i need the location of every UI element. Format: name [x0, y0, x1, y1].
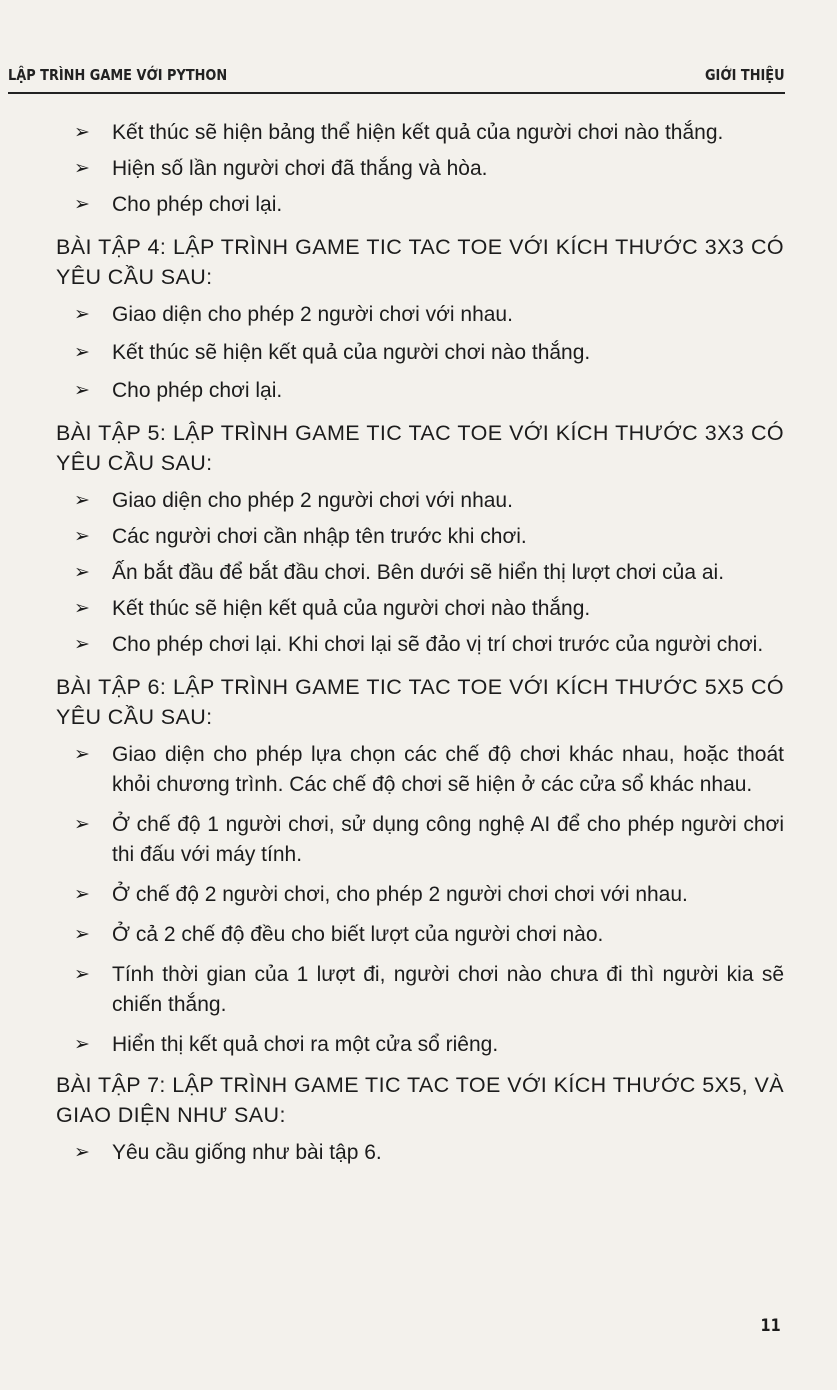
bullet-text: Ở chế độ 1 người chơi, sử dụng công nghệ AI để cho phép người chơi thi đấu với máy tính. [112, 813, 784, 866]
arrow-bullet-icon: ➢ [74, 634, 90, 655]
bullet-item [74, 1030, 784, 1060]
bullet-item [74, 810, 784, 870]
bullet-text: Yêu cầu giống như bài tập 6. [112, 1141, 382, 1164]
bullet-text: Giao diện cho phép 2 người chơi với nhau. [112, 489, 513, 512]
bullet-item [74, 376, 784, 406]
bullet-text: Cho phép chơi lại. Khi chơi lại sẽ đảo vị trí chơi trước của người chơi. [112, 633, 764, 656]
bullet-text: Giao diện cho phép 2 người chơi với nhau. [112, 303, 513, 326]
bullet-item [74, 522, 784, 552]
arrow-bullet-icon: ➢ [74, 814, 90, 835]
bullet-text: Các người chơi cần nhập tên trước khi chơi. [112, 525, 527, 548]
arrow-bullet-icon: ➢ [74, 526, 90, 547]
section-title: GIỚI THIỆU [705, 66, 785, 84]
bullet-text: Kết thúc sẽ hiện kết quả của người chơi nào thắng. [112, 341, 591, 364]
bullet-text: Ở chế độ 2 người chơi, cho phép 2 người chơi chơi với nhau. [112, 883, 688, 906]
page-body [56, 118, 784, 1168]
bullet-text: Ấn bắt đầu để bắt đầu chơi. Bên dưới sẽ hiển thị lượt chơi của ai. [112, 561, 725, 584]
arrow-bullet-icon: ➢ [74, 304, 90, 325]
bullet-item [74, 338, 784, 368]
book-title: LẬP TRÌNH GAME VỚI PYTHON [8, 66, 228, 84]
arrow-bullet-icon: ➢ [74, 884, 90, 905]
bullet-item [74, 920, 784, 950]
bullet-text: Cho phép chơi lại. [112, 379, 283, 402]
bullet-item [74, 486, 784, 516]
bullet-text: Hiển thị kết quả chơi ra một cửa sổ riêng. [112, 1033, 499, 1056]
bullet-text: Giao diện cho phép lựa chọn các chế độ chơi khác nhau, hoặc thoát khỏi chương trình. Các chế độ chơi sẽ hiện ở các cửa sổ khác nhau. [112, 743, 784, 796]
bullet-item [74, 1138, 784, 1168]
exercise-heading: BÀI TẬP 5: LẬP TRÌNH GAME TIC TAC TOE VỚI KÍCH THƯỚC 3X3 CÓ YÊU CẦU SAU: [56, 421, 784, 475]
arrow-bullet-icon: ➢ [74, 924, 90, 945]
arrow-bullet-icon: ➢ [74, 122, 90, 143]
bullet-item [74, 630, 784, 660]
arrow-bullet-icon: ➢ [74, 194, 90, 215]
running-header [8, 62, 785, 94]
bullet-text: Kết thúc sẽ hiện kết quả của người chơi nào thắng. [112, 597, 591, 620]
bullet-item [74, 594, 784, 624]
arrow-bullet-icon: ➢ [74, 342, 90, 363]
bullet-text: Cho phép chơi lại. [112, 193, 283, 216]
exercise-heading: BÀI TẬP 7: LẬP TRÌNH GAME TIC TAC TOE VỚI KÍCH THƯỚC 5X5, VÀ GIAO DIỆN NHƯ SAU: [56, 1073, 784, 1127]
bullet-text: Hiện số lần người chơi đã thắng và hòa. [112, 157, 488, 180]
bullet-text: Ở cả 2 chế độ đều cho biết lượt của người chơi nào. [112, 923, 604, 946]
bullet-item [74, 558, 784, 588]
arrow-bullet-icon: ➢ [74, 380, 90, 401]
arrow-bullet-icon: ➢ [74, 490, 90, 511]
arrow-bullet-icon: ➢ [74, 1034, 90, 1055]
bullet-item [74, 154, 784, 184]
bullet-item [74, 740, 784, 800]
bullet-item [74, 190, 784, 220]
bullet-text: Kết thúc sẽ hiện bảng thể hiện kết quả của người chơi nào thắng. [112, 121, 724, 144]
bullet-item [74, 960, 784, 1020]
arrow-bullet-icon: ➢ [74, 1142, 90, 1163]
bullet-item [74, 118, 784, 148]
exercise-heading: BÀI TẬP 4: LẬP TRÌNH GAME TIC TAC TOE VỚI KÍCH THƯỚC 3X3 CÓ YÊU CẦU SAU: [56, 235, 784, 289]
exercise-heading: BÀI TẬP 6: LẬP TRÌNH GAME TIC TAC TOE VỚI KÍCH THƯỚC 5X5 CÓ YÊU CẦU SAU: [56, 675, 784, 729]
arrow-bullet-icon: ➢ [74, 158, 90, 179]
bullet-item [74, 880, 784, 910]
page-number: 11 [760, 1316, 781, 1336]
arrow-bullet-icon: ➢ [74, 964, 90, 985]
bullet-text: Tính thời gian của 1 lượt đi, người chơi nào chưa đi thì người kia sẽ chiến thắng. [112, 963, 784, 1016]
arrow-bullet-icon: ➢ [74, 598, 90, 619]
arrow-bullet-icon: ➢ [74, 744, 90, 765]
arrow-bullet-icon: ➢ [74, 562, 90, 583]
bullet-item [74, 300, 784, 330]
